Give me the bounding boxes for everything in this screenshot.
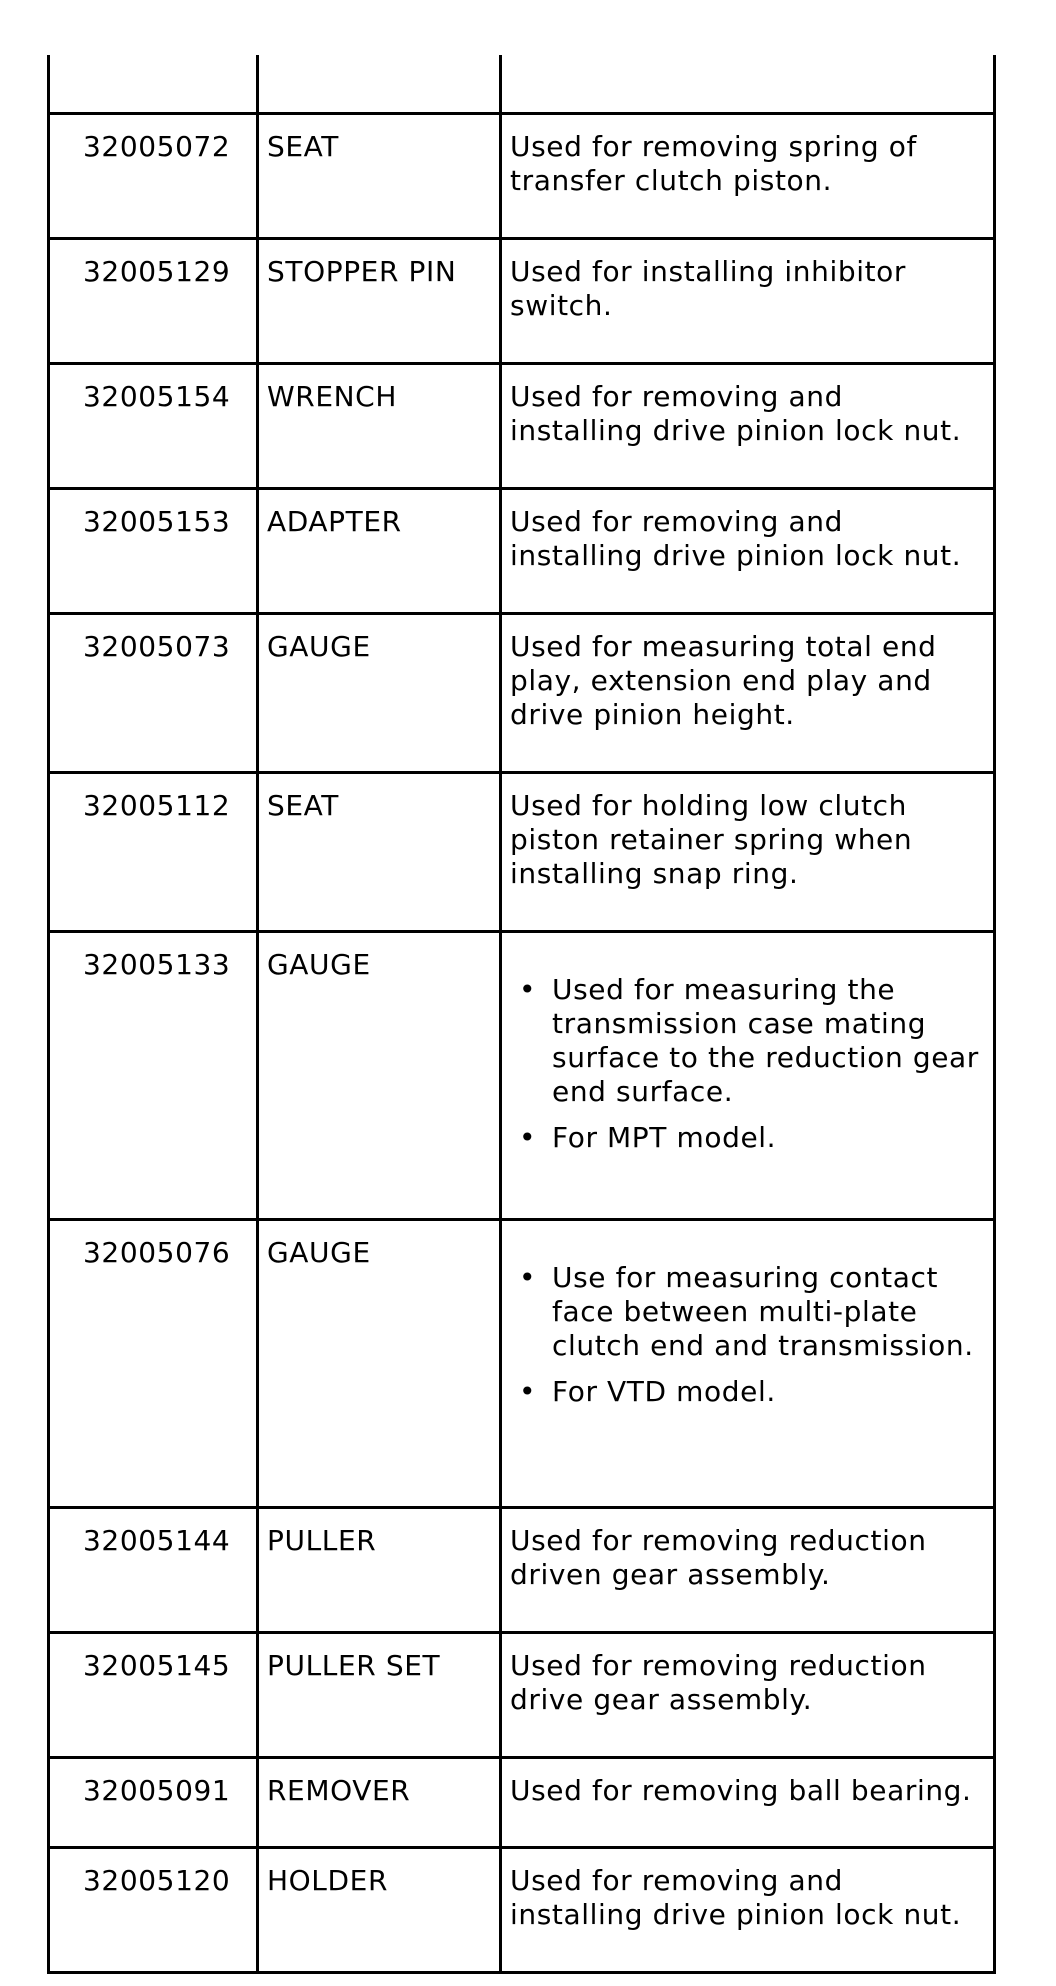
table-row — [49, 932, 995, 1220]
table-row — [49, 364, 995, 489]
tool-number: 32005144 — [49, 1508, 258, 1633]
table-row — [49, 114, 995, 239]
table-row — [49, 1220, 995, 1508]
table-row — [49, 614, 995, 773]
tool-description: Used for removing and installing drive pinion lock nut. — [501, 364, 995, 489]
table-row — [49, 1633, 995, 1758]
description-bullet: • Used for measuring the transmission case mating surface to the reduction gear end surface. — [552, 973, 985, 1109]
description-bullet: • For MPT model. — [552, 1121, 985, 1155]
table-cell — [49, 55, 258, 114]
tool-name: REMOVER — [258, 1758, 501, 1848]
tool-number: 32005133 — [49, 932, 258, 1220]
tool-description: Used for removing and installing drive pinion lock nut. — [501, 1848, 995, 1973]
tool-description: Used for removing ball bearing. — [501, 1758, 995, 1848]
tool-number: 32005076 — [49, 1220, 258, 1508]
special-tools-table — [47, 55, 996, 1974]
table-row — [49, 239, 995, 364]
tool-number: 32005153 — [49, 489, 258, 614]
tool-description — [501, 1220, 995, 1508]
tool-number: 32005154 — [49, 364, 258, 489]
tool-number: 32005129 — [49, 239, 258, 364]
tool-number: 32005145 — [49, 1633, 258, 1758]
tool-name: HOLDER — [258, 1848, 501, 1973]
tool-name: SEAT — [258, 773, 501, 932]
tool-number: 32005072 — [49, 114, 258, 239]
description-bullet: • Use for measuring contact face between multi-plate clutch end and transmission. — [552, 1261, 985, 1363]
tool-number: 32005073 — [49, 614, 258, 773]
tool-name: GAUGE — [258, 614, 501, 773]
tool-description: Used for removing spring of transfer clutch piston. — [501, 114, 995, 239]
tool-name: GAUGE — [258, 932, 501, 1220]
tool-description: Used for removing reduction drive gear assembly. — [501, 1633, 995, 1758]
tool-name: STOPPER PIN — [258, 239, 501, 364]
tool-name: WRENCH — [258, 364, 501, 489]
table-row-continuation — [49, 55, 995, 114]
description-bullet-list — [510, 973, 985, 1155]
tool-description: Used for removing reduction driven gear assembly. — [501, 1508, 995, 1633]
table-cell — [501, 55, 995, 114]
tool-number: 32005091 — [49, 1758, 258, 1848]
tool-name: GAUGE — [258, 1220, 501, 1508]
tool-number: 32005120 — [49, 1848, 258, 1973]
table-row — [49, 1508, 995, 1633]
table-row — [49, 489, 995, 614]
tool-description: Used for measuring total end play, extension end play and drive pinion height. — [501, 614, 995, 773]
table-row — [49, 1758, 995, 1848]
tool-name: PULLER — [258, 1508, 501, 1633]
tool-name: SEAT — [258, 114, 501, 239]
tool-description: Used for holding low clutch piston retainer spring when installing snap ring. — [501, 773, 995, 932]
tool-description — [501, 932, 995, 1220]
table-row — [49, 1848, 995, 1973]
table-cell — [258, 55, 501, 114]
tool-description: Used for installing inhibitor switch. — [501, 239, 995, 364]
tool-description: Used for removing and installing drive pinion lock nut. — [501, 489, 995, 614]
tool-name: PULLER SET — [258, 1633, 501, 1758]
tool-name: ADAPTER — [258, 489, 501, 614]
tool-number: 32005112 — [49, 773, 258, 932]
table-row — [49, 773, 995, 932]
description-bullet: • For VTD model. — [552, 1375, 985, 1409]
description-bullet-list — [510, 1261, 985, 1409]
